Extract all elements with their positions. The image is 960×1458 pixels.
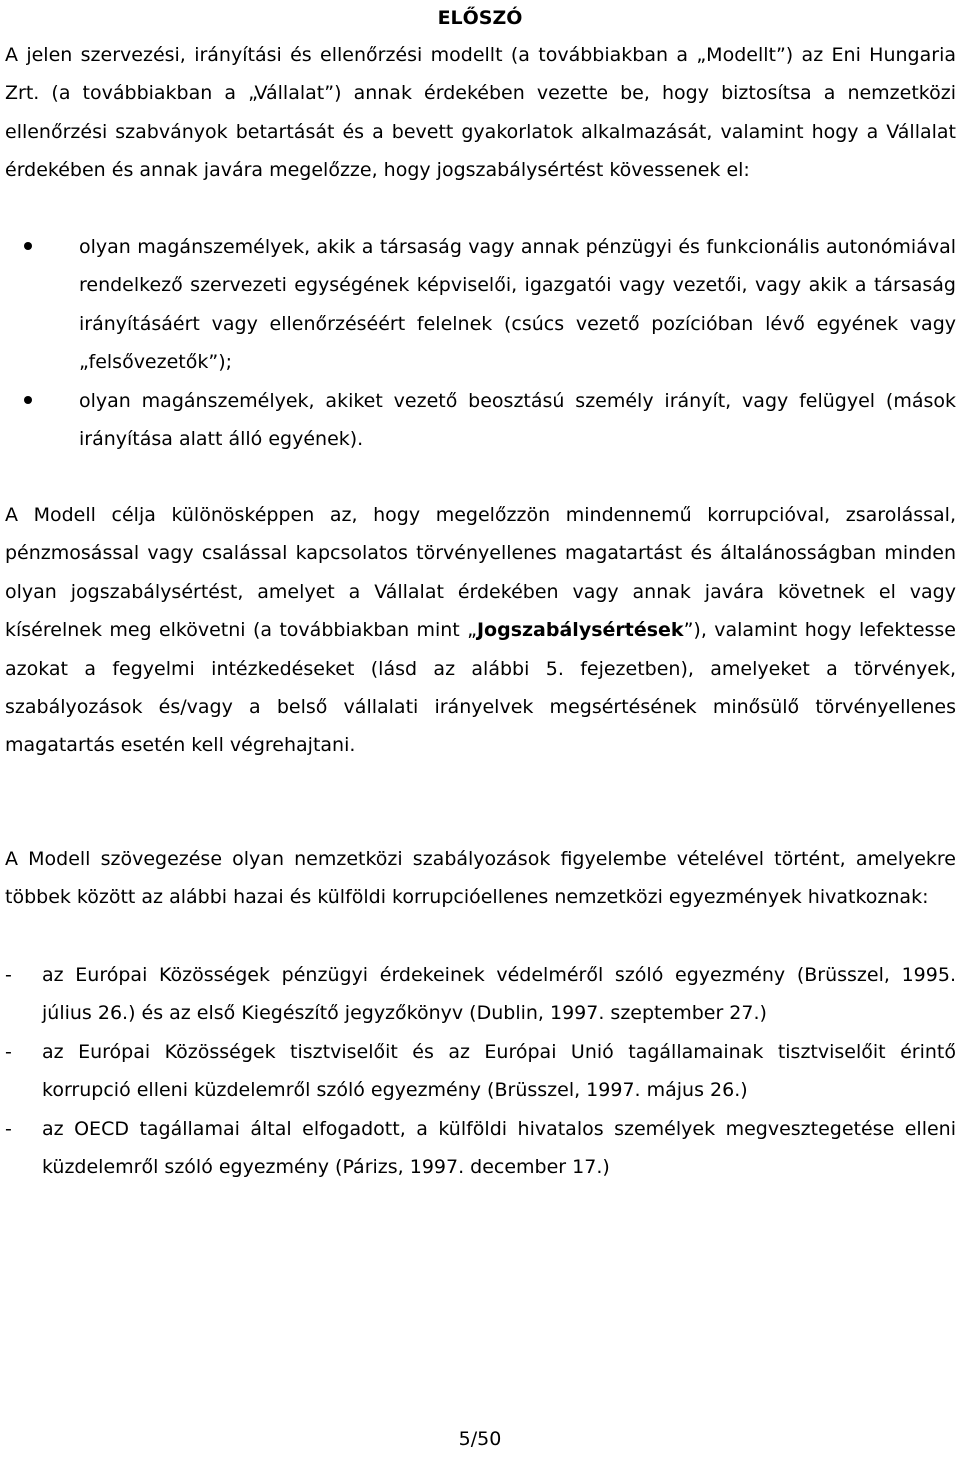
bullet-list [0,228,956,458]
list-item-text: az Európai Közösségek pénzügyi érdekeinek védelméről szóló egyezmény (Brüsszel, 1995. július 26.) és az első Kiegészítő jegyzőkönyv (Dublin, 1997. szeptember 27.) [42,964,956,1025]
page-number: 5/50 [458,1428,502,1450]
bullet-icon [24,242,32,250]
purpose-text-before: A Modell célja különösképpen az, hogy megelőzzön mindennemű korrupcióval, zsarolással, pénzmosással vagy csalással kapcsolatos törvényellenes magatartást és általánosságban minden olyan jogszabálysértést, amelyet a Vállalat érdekében vagy annak javára követnek el vagy kísérelnek meg elkövetni (a továbbiakban mint „ [5,504,956,642]
list-item-text: az OECD tagállamai által elfogadott, a külföldi hivatalos személyek megvesztegetése elleni küzdelemről szóló egyezmény (Párizs, 1997. december 17.) [42,1117,956,1179]
list-item [0,1033,956,1110]
list-item [0,382,956,459]
dash-marker: - [5,1117,12,1140]
intro-paragraph: A jelen szervezési, irányítási és ellenőrzési modellt (a továbbiakban a „Modellt”) az Eni Hungaria Zrt. (a továbbiakban a „Vállalat”) annak érdekében vezette be, hogy biztosítsa a nemzetközi ellenőrzési szabványok betartását és a bevett gyakorlatok alkalmazását, valamint hogy a Vállalat érdekében és annak javára megelőzze, hogy jogszabálysértést kövessenek el: [5,44,956,182]
list-item-text: az Európai Közösségek tisztviselőit és az Európai Unió tagállamainak tisztviselőit érintő korrupció elleni küzdelemről szóló egyezmény (Brüsszel, 1997. május 26.) [42,1040,956,1102]
section-title: ELŐSZÓ [437,7,523,29]
defined-term: Jogszabálysértések [476,619,684,642]
conventions-list [0,956,956,1186]
purpose-text-after: ”), valamint hogy lefektesse azokat a fegyelmi intézkedéseket (lásd az alábbi 5. fejezetben), amelyeket a törvények, szabályozások és/vagy a belső vállalati irányelvek megsértésének minősülő törvényellenes magatartás esetén kell végrehajtani. [5,619,957,757]
dash-marker: - [5,1040,12,1063]
purpose-paragraph [5,496,956,765]
list-item [0,956,956,1033]
list-item-text: olyan magánszemélyek, akik a társaság vagy annak pénzügyi és funkcionális autonómiával rendelkező szervezeti egységének képviselői, igazgatói vagy vezetői, vagy akik a társaság irányításáért vagy ellenőrzéséért felelnek (csúcs vezető pozícióban lévő egyének vagy „felsővezetők”); [79,236,956,374]
list-item-text: olyan magánszemélyek, akiket vezető beosztású személy irányít, vagy felügyel (mások irányítása alatt álló egyének). [79,389,956,451]
dash-marker: - [5,964,12,986]
drafting-paragraph: A Modell szövegezése olyan nemzetközi szabályozások figyelembe vételével történt, amelyekre többek között az alábbi hazai és külföldi korrupcióellenes nemzetközi egyezmények hivatkoznak: [5,848,956,909]
list-item [0,1110,956,1187]
bullet-icon [24,396,32,404]
list-item [0,228,956,382]
